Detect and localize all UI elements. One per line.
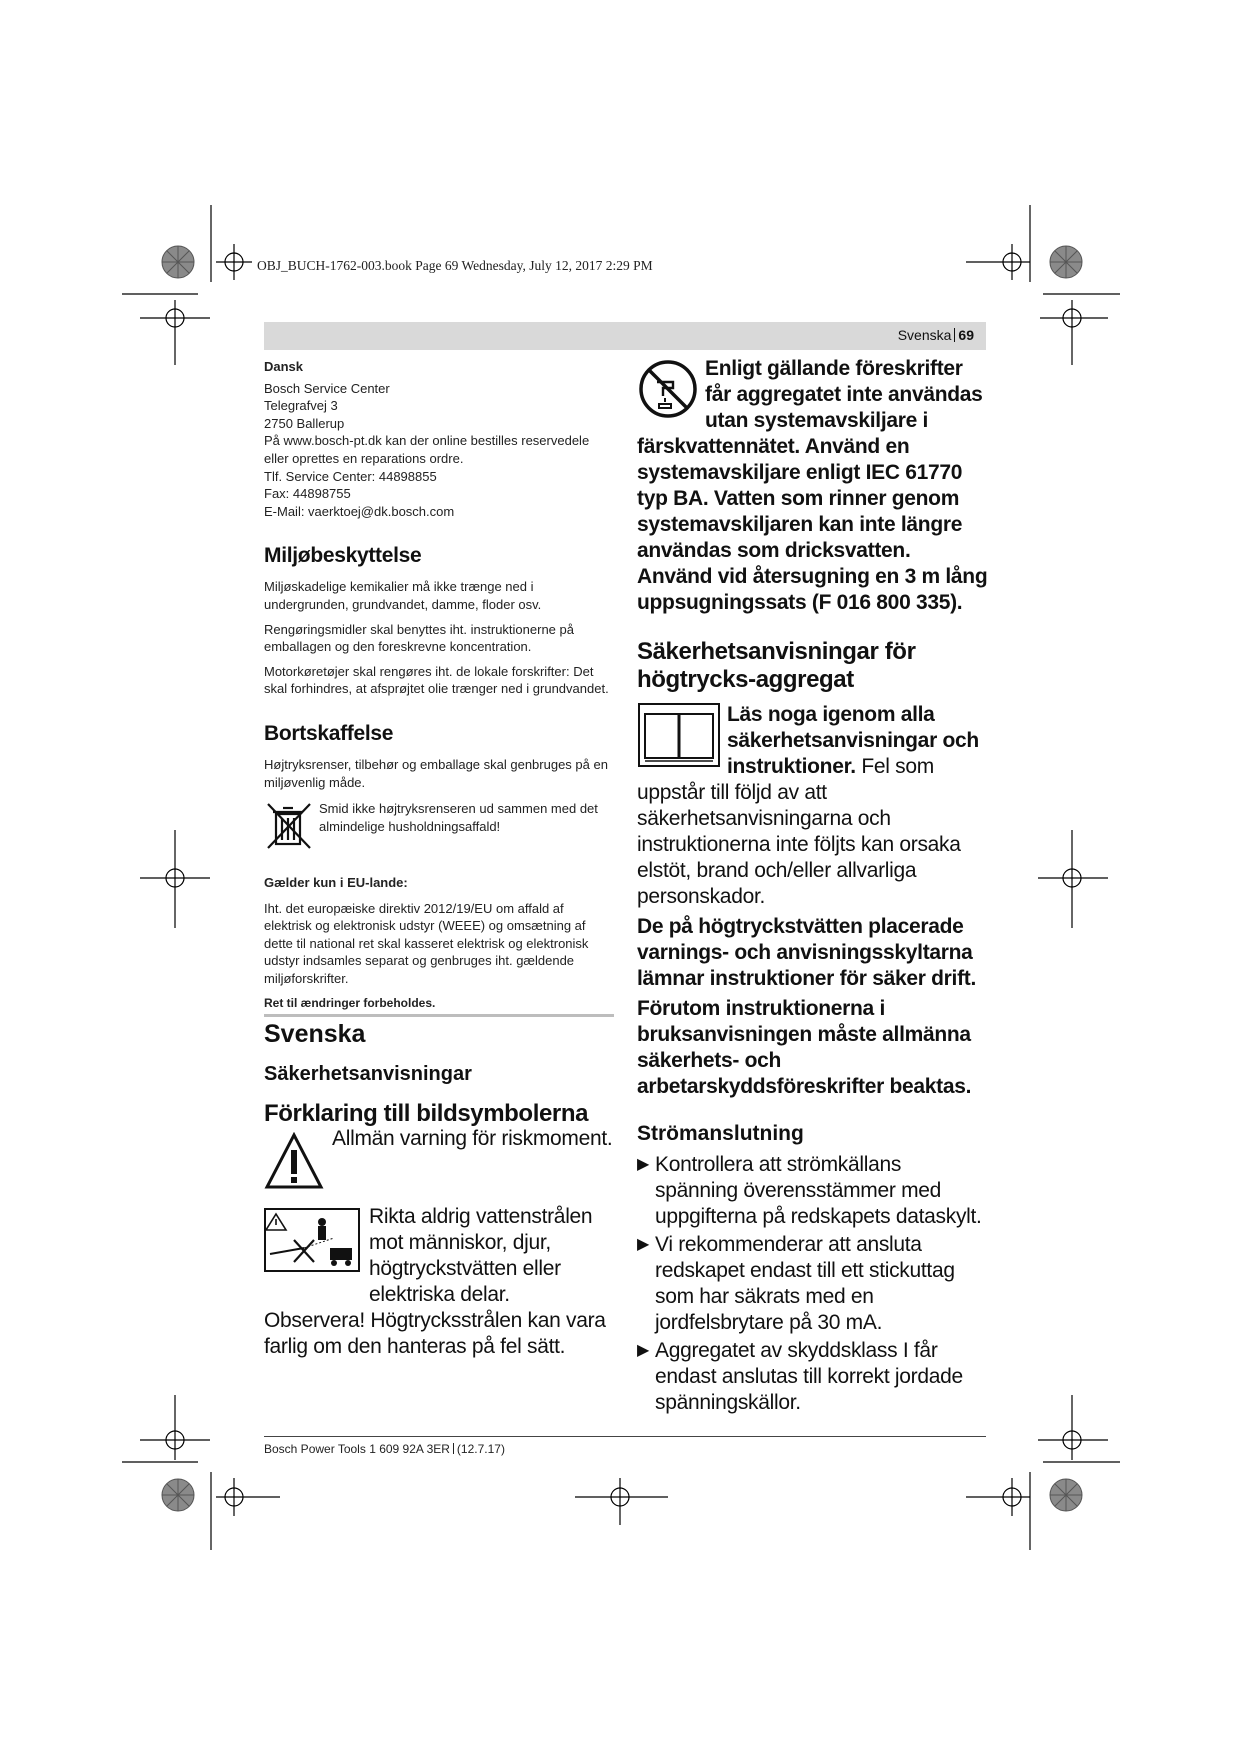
color-wheel-icon: [1050, 1479, 1082, 1511]
eu-text: Iht. det europæiske direktiv 2012/19/EU om affald af elektrisk og elektronisk udstyr (WEEE) og omsætning af dette til national ret skal kasseret elektrisk og elektronisk udstyr indsamles separat og genbruges iht. gældende miljøforskrifter.: [264, 900, 589, 987]
color-wheel-icon: [1050, 246, 1082, 278]
eu-heading: Gælder kun i EU-lande:: [264, 875, 408, 891]
footer: [264, 1442, 505, 1456]
address-line: Bosch Service Center: [264, 380, 390, 396]
miljo-p1: Miljøskadelige kemikalier må ikke trænge ned i undergrunden, grundvandet, damme, floder osv.: [264, 579, 542, 612]
miljo-p3: Motorkøretøjer skal rengøres iht. de lokale forskrifter: Det skal forhindres, at afsprøjtet olie trænger ned i grundvandet.: [264, 663, 609, 697]
list-item: ▶ Vi rekommenderar att ansluta redskapet endast till ett stickuttag som har säkrats med en jordfelsbrytare på 30 mA.: [637, 1233, 955, 1334]
registration-mark-icon: [216, 1478, 280, 1516]
left-column: [264, 358, 614, 1012]
list-item: ▶ Aggregatet av skyddsklass I får endast anslutas till korrekt jordade spänningskällor.: [637, 1339, 963, 1414]
book-info-line: OBJ_BUCH-1762-003.book Page 69 Wednesday, July 12, 2017 2:29 PM: [257, 258, 653, 273]
bullet-arrow-icon: ▶: [637, 1156, 650, 1173]
water-jet-warning-icon: [264, 1208, 360, 1272]
warning-text: Allmän varning för riskmoment.: [332, 1127, 613, 1150]
miljo-heading: Miljøbeskyttelse: [264, 544, 422, 568]
miljo-p2: Rengøringsmidler skal benyttes iht. instruktionerne på emballagen og den foreskrevne koncentration.: [264, 621, 574, 655]
footer-code: 1 609 92A 3ER: [369, 1442, 450, 1456]
power-heading: Strömanslutning: [637, 1122, 804, 1145]
right-column: [637, 356, 989, 1418]
address-line: Telegrafvej 3: [264, 398, 338, 414]
registration-mark-icon: [140, 300, 210, 365]
crossed-bin-icon: [264, 798, 314, 852]
bortskaffelse-heading: Bortskaffelse: [264, 721, 394, 745]
labels-text: De på högtryckstvätten placerade varnings- och anvisningsskyltarna lämnar instruktioner för säker drift.: [637, 915, 976, 990]
manual-book-icon: [637, 702, 721, 768]
bullet-arrow-icon: ▶: [637, 1342, 650, 1359]
registration-mark-icon: [140, 1395, 210, 1460]
general-text: Förutom instruktionerna i bruksanvisningen måste allmänna säkerhets- och arbetarskyddsföreskrifter beaktas.: [637, 997, 972, 1098]
sakerhet-heading: Säkerhetsanvisningar: [264, 1063, 472, 1085]
svenska-section: [264, 1020, 616, 1360]
web-text: På www.bosch-pt.dk kan der online bestilles reservedele eller oprettes en reparations ordre.: [264, 433, 590, 466]
registration-mark-icon: [1038, 830, 1108, 928]
page-header: [898, 327, 974, 343]
footer-date: (12.7.17): [456, 1442, 505, 1456]
registration-mark-icon: [1038, 1395, 1108, 1460]
registration-mark-icon: [575, 1478, 668, 1525]
dansk-heading: Dansk: [264, 359, 304, 374]
page-header-bar: [264, 322, 986, 350]
fax: Fax: 44898755: [264, 486, 351, 502]
registration-mark-icon: [966, 1478, 1030, 1516]
footer-rule: [264, 1436, 986, 1437]
bortskaffelse-p1: Højtryksrenser, tilbehør og emballage skal genbruges på en miljøvenlig måde.: [264, 756, 608, 790]
bin-text: Smid ikke højtryksrenseren ud sammen med det almindelige husholdningsaffald!: [319, 801, 598, 834]
section-divider: [264, 1014, 614, 1017]
registration-mark-icon: [140, 830, 210, 928]
no-drinking-water-icon: [637, 358, 699, 420]
list-item: ▶ Kontrollera att strömkällans spänning överensstämmer med uppgifterna på redskapets dataskylt.: [637, 1153, 982, 1228]
jet-text: Rikta aldrig vattenstrålen mot människor, djur, högtryckstvätten eller elektriska delar.: [369, 1205, 593, 1306]
water-text: Enligt gällande föreskrifter får aggregatet inte användas utan systemavskiljare i färskvattennätet. Använd en systemavskiljare enligt IEC 61770 typ BA. Vatten som rinner genom systemavskiljaren kan inte längre användas som dricksvatten. Använd vid återsugning en 3 m lång uppsugningssats (F 016 800 335).: [637, 357, 988, 614]
address-line: 2750 Ballerup: [264, 415, 345, 431]
registration-mark-icon: [966, 244, 1030, 280]
color-wheel-icon: [162, 1479, 194, 1511]
read-normal: Fel som uppstår till följd av att säkerhetsanvisningarna och instruktionerna inte följts kan orsaka elstöt, brand och/eller allvarliga personskador.: [637, 755, 961, 908]
jet-note: Observera! Högtrycksstrålen kan vara farlig om den hanteras på fel sätt.: [264, 1309, 606, 1358]
svenska-heading: Svenska: [264, 1020, 366, 1048]
safety-heading: Säkerhetsanvisningar för högtrycks-aggregat: [637, 638, 916, 693]
bullet-arrow-icon: ▶: [637, 1236, 650, 1253]
color-wheel-icon: [162, 246, 194, 278]
registration-mark-icon: [1040, 300, 1108, 365]
page-number: 69: [958, 327, 974, 343]
header-section: Svenska: [897, 327, 952, 343]
email: E-Mail: vaerktoej@dk.bosch.com: [264, 503, 455, 519]
registration-mark-icon: [216, 244, 252, 280]
rights-note: Ret til ændringer forbeholdes.: [264, 995, 436, 1010]
symbols-heading: Förklaring till bildsymbolerna: [264, 1100, 589, 1127]
footer-brand: Bosch Power Tools: [264, 1442, 366, 1456]
warning-triangle-icon: [264, 1132, 324, 1190]
phone: Tlf. Service Center: 44898855: [264, 468, 437, 484]
read-bold: Läs noga igenom alla säkerhetsanvisningar och instruktioner.: [727, 703, 979, 778]
